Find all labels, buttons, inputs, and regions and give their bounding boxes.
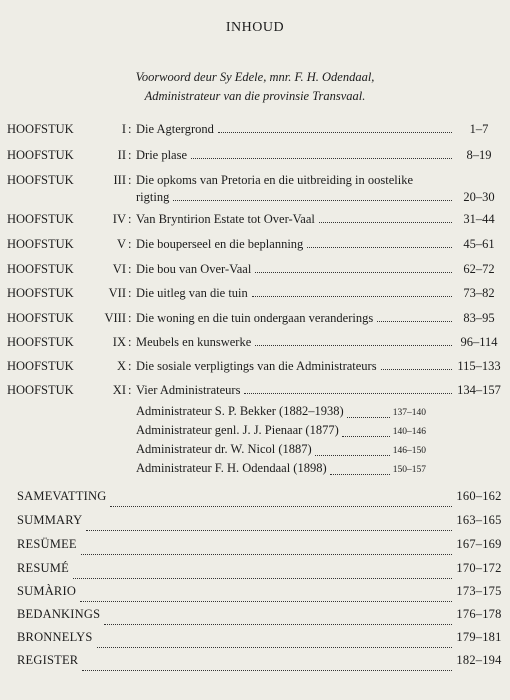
- chapter-word: HOOFSTUK: [7, 311, 74, 325]
- dot-leader: [347, 417, 390, 418]
- dot-leader: [255, 272, 452, 273]
- chapter-entry-4: HOOFSTUK IV : Van Bryntirion Estate tot Over-Vaal 31–44: [7, 212, 502, 236]
- chapter-title: Die bouperseel en die beplanning: [136, 237, 304, 251]
- dot-leader: [191, 158, 452, 159]
- administrator-name: Administrateur F. H. Odendaal (1898): [136, 461, 327, 475]
- chapter-word: HOOFSTUK: [7, 286, 74, 300]
- dot-leader: [377, 321, 452, 322]
- dot-leader: [97, 647, 452, 648]
- chapter-entry-8: HOOFSTUK VIII : Die woning en die tuin ondergaan veranderings 83–95: [7, 311, 502, 335]
- page-range: 150–157: [392, 465, 426, 475]
- page-range: 179–181: [456, 630, 502, 644]
- chapter-title: Meubels en kunswerke: [136, 335, 252, 349]
- section-entry-resumee: [17, 537, 502, 559]
- administrator-entry-1: [136, 404, 426, 422]
- dot-leader: [86, 530, 452, 531]
- dot-leader: [173, 200, 452, 201]
- chapter-number: IV: [112, 212, 126, 226]
- foreword-line-2: Administrateur van die provinsie Transvaal.: [144, 89, 366, 103]
- dot-leader: [104, 624, 452, 625]
- section-entry-bronnelys: [17, 630, 502, 652]
- chapter-word: HOOFSTUK: [7, 122, 74, 136]
- administrator-name: Administrateur genl. J. J. Pienaar (1877): [136, 423, 339, 437]
- page-range: 62–72: [463, 262, 495, 276]
- chapter-number: II: [117, 148, 126, 162]
- page-range: 140–146: [392, 427, 426, 437]
- chapter-word: HOOFSTUK: [7, 383, 74, 397]
- chapter-title-line-1: Die opkoms van Pretoria en die uitbreiding in oostelike: [136, 173, 414, 187]
- dot-leader: [307, 247, 452, 248]
- foreword: [0, 68, 510, 106]
- chapter-number: XI: [112, 383, 126, 397]
- dot-leader: [342, 436, 390, 437]
- chapter-number: IX: [112, 335, 126, 349]
- page-range: 167–169: [456, 537, 502, 551]
- page-range: 45–61: [463, 237, 495, 251]
- page-range: 170–172: [456, 561, 502, 575]
- dot-leader: [80, 601, 452, 602]
- section-entry-register: [17, 653, 502, 675]
- chapter-title: Die woning en die tuin ondergaan veranderings: [136, 311, 374, 325]
- chapter-word: HOOFSTUK: [7, 148, 74, 162]
- chapter-word: HOOFSTUK: [7, 237, 74, 251]
- page-title: INHOUD: [225, 20, 285, 35]
- chapter-number: III: [113, 173, 126, 187]
- dot-leader: [110, 506, 452, 507]
- section-entry-summary: [17, 513, 502, 535]
- chapter-number: I: [121, 122, 126, 136]
- dot-leader: [218, 132, 452, 133]
- chapter-number: VII: [108, 286, 126, 300]
- chapter-title: Die bou van Over-Vaal: [136, 262, 252, 276]
- page-range: 83–95: [463, 311, 495, 325]
- section-label: RESUMÉ: [17, 561, 69, 575]
- chapter-word: HOOFSTUK: [7, 335, 74, 349]
- page-range: 182–194: [456, 653, 502, 667]
- section-label: BRONNELYS: [17, 630, 93, 644]
- page-range: 73–82: [463, 286, 495, 300]
- section-label: RESÜMEE: [17, 537, 77, 551]
- chapter-entry-2: HOOFSTUK II : Drie plase 8–19: [7, 148, 502, 172]
- page-range: 20–30: [463, 190, 495, 204]
- section-label: REGISTER: [17, 653, 79, 667]
- section-label: SUMMARY: [17, 513, 83, 527]
- section-label: BEDANKINGS: [17, 607, 101, 621]
- chapter-number: X: [116, 359, 126, 373]
- chapter-entry-5: HOOFSTUK V : Die bouperseel en die beplanning 45–61: [7, 237, 502, 261]
- chapter-entry-3: HOOFSTUK III : Die opkoms van Pretoria en die uitbreiding in oostelike rigting 20–30: [7, 173, 502, 213]
- dot-leader: [255, 345, 452, 346]
- page-range: 96–114: [460, 335, 498, 349]
- chapter-title: Van Bryntirion Estate tot Over-Vaal: [136, 212, 315, 226]
- chapter-entry-10: HOOFSTUK X : Die sosiale verpligtings van die Administrateurs 115–133: [7, 359, 501, 373]
- dot-leader: [81, 554, 452, 555]
- chapter-entry-9: HOOFSTUK IX : Meubels en kunswerke 96–114: [7, 335, 502, 359]
- page-range: 176–178: [456, 607, 502, 621]
- dot-leader: [82, 670, 452, 671]
- chapter-title: rigting: [136, 190, 170, 204]
- chapter-word: HOOFSTUK: [7, 212, 74, 226]
- page-range: 31–44: [463, 212, 495, 226]
- page-range: 134–157: [457, 383, 501, 397]
- page-range: 163–165: [456, 513, 502, 527]
- page-range: 8–19: [466, 148, 492, 162]
- foreword-line-1: Voorwoord deur Sy Edele, mnr. F. H. Odendaal,: [135, 70, 375, 84]
- chapter-entry-6: HOOFSTUK VI : Die bou van Over-Vaal 62–72: [7, 262, 502, 286]
- page-range: 1–7: [469, 122, 489, 136]
- dot-leader: [315, 455, 390, 456]
- chapter-entry-7: HOOFSTUK VII : Die uitleg van die tuin 73–82: [7, 286, 502, 310]
- section-entry-samevatting: [17, 489, 502, 511]
- section-entry-bedankings: [17, 607, 502, 629]
- dot-leader: [244, 393, 452, 394]
- page-range: 115–133: [457, 359, 501, 373]
- dot-leader: [381, 369, 452, 370]
- dot-leader: [73, 578, 452, 579]
- chapter-title: Drie plase: [136, 148, 188, 162]
- administrator-name: Administrateur S. P. Bekker (1882–1938): [136, 404, 344, 418]
- section-label: SUMÀRIO: [17, 584, 77, 598]
- section-label: SAMEVATTING: [17, 489, 107, 503]
- administrator-name: Administrateur dr. W. Nicol (1887): [136, 442, 312, 456]
- dot-leader: [319, 222, 452, 223]
- chapter-word: HOOFSTUK: [7, 173, 74, 187]
- chapter-number: VI: [112, 262, 126, 276]
- dot-leader: [252, 296, 452, 297]
- chapter-word: HOOFSTUK: [7, 262, 74, 276]
- page-range: 137–140: [392, 408, 426, 418]
- chapter-word: HOOFSTUK: [7, 359, 74, 373]
- section-entry-sumario: [17, 584, 502, 606]
- chapter-number: VIII: [104, 311, 126, 325]
- chapter-number: V: [116, 237, 126, 251]
- dot-leader: [330, 474, 390, 475]
- page-range: 146–150: [392, 446, 426, 456]
- section-entry-resume: [17, 561, 502, 583]
- page-range: 173–175: [456, 584, 502, 598]
- chapter-title: Die Agtergrond: [136, 122, 214, 136]
- administrator-entry-3: [136, 442, 426, 460]
- chapter-title: Die uitleg van die tuin: [136, 286, 248, 300]
- chapter-entry-11: HOOFSTUK XI : Vier Administrateurs 134–157: [7, 383, 501, 397]
- administrator-entry-4: [136, 461, 426, 479]
- chapter-title: Vier Administrateurs: [136, 383, 241, 397]
- chapter-title: Die sosiale verpligtings van die Administrateurs: [136, 359, 377, 373]
- page-range: 160–162: [456, 489, 502, 503]
- chapter-entry-1: HOOFSTUK I : Die Agtergrond 1–7: [7, 122, 502, 146]
- administrator-entry-2: [136, 423, 426, 441]
